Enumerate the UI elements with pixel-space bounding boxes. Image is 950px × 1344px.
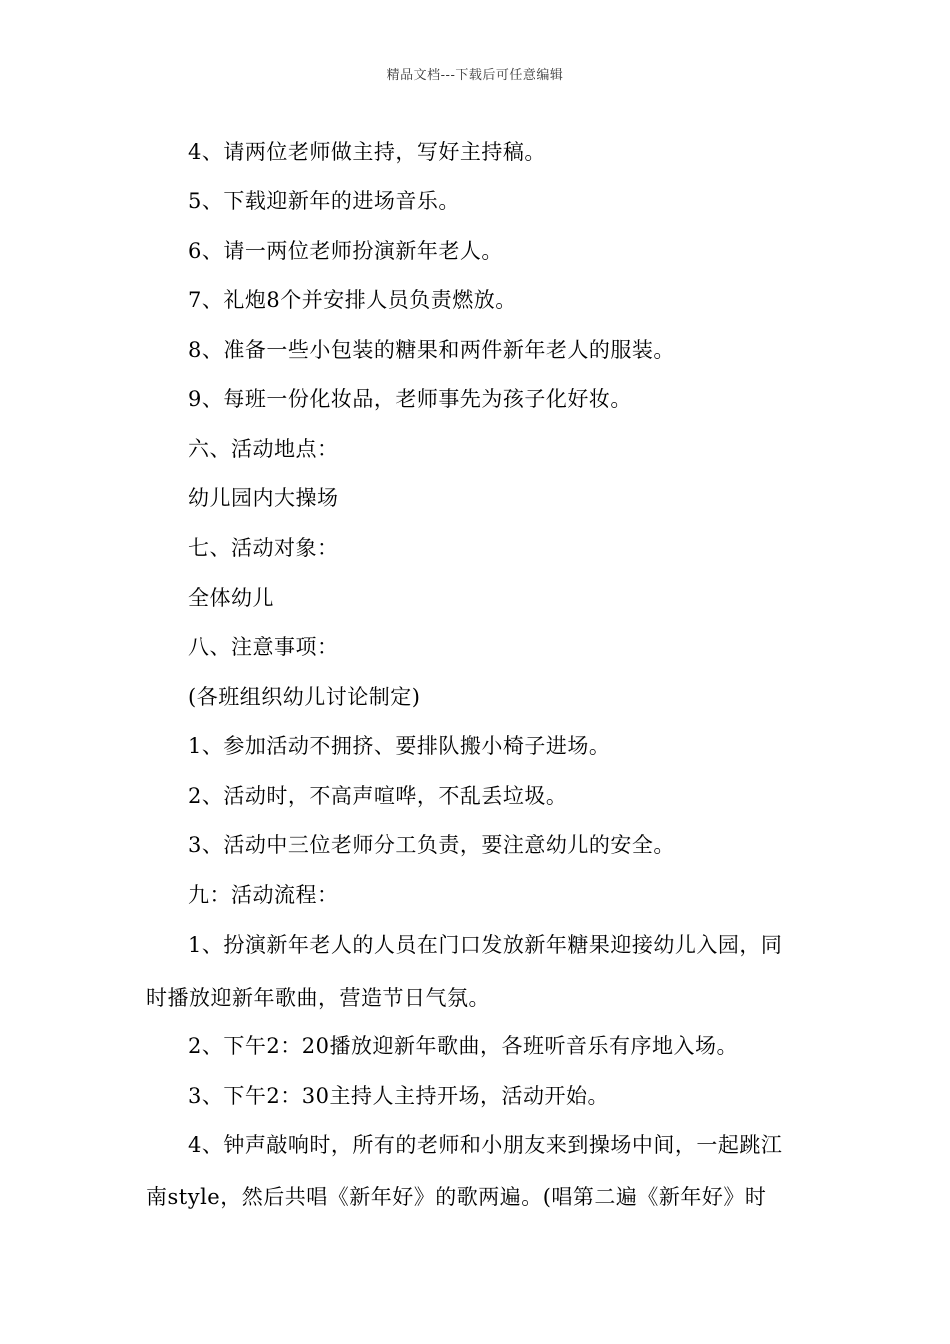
paragraph-line: (各班组织幼儿讨论制定) (188, 685, 421, 709)
section-heading: 七、活动对象： (188, 536, 339, 560)
paragraph-line: 2、活动时，不高声喧哗，不乱丢垃圾。 (188, 784, 568, 808)
paragraph-line: 4、请两位老师做主持，写好主持稿。 (188, 140, 546, 164)
paragraph-line: 7、礼炮8个并安排人员负责燃放。 (188, 288, 517, 312)
paragraph-line: 5、下载迎新年的进场音乐。 (188, 189, 460, 213)
paragraph-line: 9、每班一份化妆品，老师事先为孩子化好妆。 (188, 387, 632, 411)
paragraph-line: 3、下午2：30主持人主持开场，活动开始。 (188, 1084, 609, 1108)
paragraph-line: 1、参加活动不拥挤、要排队搬小椅子进场。 (188, 734, 611, 758)
section-heading: 八、注意事项： (188, 635, 339, 659)
section-heading: 六、活动地点： (188, 437, 339, 461)
paragraph-line: 6、请一两位老师扮演新年老人。 (188, 239, 503, 263)
paragraph-line: 8、准备一些小包装的糖果和两件新年老人的服装。 (188, 338, 675, 362)
paragraph-line: 1、扮演新年老人的人员在门口发放新年糖果迎接幼儿入园，同 (188, 933, 783, 957)
paragraph-line: 4、钟声敲响时，所有的老师和小朋友来到操场中间，一起跳江 (188, 1133, 783, 1157)
paragraph-line: 时播放迎新年歌曲，营造节日气氛。 (146, 986, 490, 1010)
paragraph-line: 全体幼儿 (188, 586, 274, 610)
paragraph-line: 2、下午2：20播放迎新年歌曲，各班听音乐有序地入场。 (188, 1034, 738, 1058)
paragraph-line: 幼儿园内大操场 (188, 486, 339, 510)
section-heading: 九：活动流程： (188, 883, 339, 907)
page-header: 精品文档---下载后可任意编辑 (386, 68, 564, 83)
paragraph-line: 3、活动中三位老师分工负责，要注意幼儿的安全。 (188, 833, 675, 857)
paragraph-line: 南style，然后共唱《新年好》的歌两遍。(唱第二遍《新年好》时 (146, 1185, 767, 1209)
